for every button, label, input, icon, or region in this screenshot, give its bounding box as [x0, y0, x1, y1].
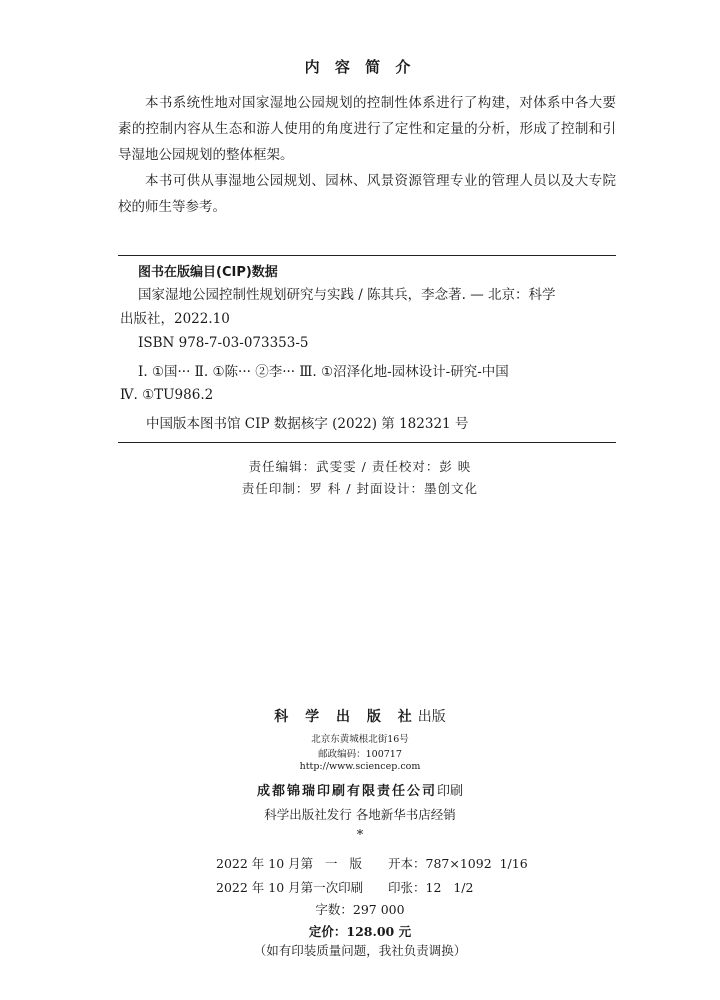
publisher-url: http://www.sciencep.com	[299, 761, 421, 772]
cip-title-line: 国家湿地公园控制性规划研究与实践 / 陈其兵，李念著. — 北京：科学	[138, 287, 556, 303]
printing-line: 2022 年 10 月第一次印刷	[216, 880, 364, 895]
printer-name: 成都锦瑞印刷有限责任公司	[256, 784, 437, 799]
cip-classification-2: Ⅳ. ①TU986.2	[120, 387, 214, 403]
edition-line: 2022 年 10 月第 一 版	[216, 856, 362, 871]
cip-heading: 图书在版编目(CIP)数据	[138, 265, 278, 280]
cip-top-rule	[118, 255, 616, 256]
staff-editors: 责任编辑：武雯雯 / 责任校对：彭 映	[248, 459, 472, 474]
cip-isbn: ISBN 978-7-03-073353-5	[138, 335, 309, 351]
cip-record-number: 中国版本图书馆 CIP 数据核字 (2022) 第 182321 号	[146, 416, 469, 432]
printer-line	[0, 780, 720, 799]
intro-paragraph-1: 本书系统性地对国家湿地公园规划的控制性体系进行了构建，对体系中各大要素的控制内容从生态和游人使用的角度进行了定性和定量的分析，形成了控制和引导湿地公园规划的整体框架。	[118, 95, 616, 163]
staff-production: 责任印制：罗 科 / 封面设计：墨创文化	[241, 481, 479, 496]
price-line: 定价：128.00 元	[308, 924, 412, 939]
publisher-logo-text: 科 学 出 版 社	[274, 709, 418, 725]
intro-title: 内 容 简 介	[304, 58, 416, 76]
publisher-suffix: 出版	[417, 709, 446, 725]
publisher-postcode: 邮政编码：100717	[318, 749, 402, 760]
separator-star: *	[356, 828, 364, 843]
intro-paragraph-2: 本书可供从事湿地公园规划、园林、风景资源管理专业的管理人员以及大专院校的师生等参考。	[118, 173, 616, 215]
format-line: 开本：787×1092 1/16	[388, 856, 528, 871]
sheets-line: 印张：12 1/2	[388, 880, 474, 895]
distribution-line: 科学出版社发行 各地新华书店经销	[264, 807, 456, 822]
cip-classification-1: Ⅰ. ①国··· Ⅱ. ①陈··· ②李··· Ⅲ. ①沼泽化地-园林设计-研究-中国	[138, 364, 509, 380]
publisher-address: 北京东黄城根北街16号	[311, 734, 409, 745]
cip-bottom-rule	[118, 442, 616, 443]
intro-text	[118, 90, 616, 220]
quality-note: （如有印装质量问题，我社负责调换）	[253, 943, 467, 958]
publisher-name	[0, 706, 720, 726]
printer-suffix: 印刷	[437, 784, 464, 799]
word-count: 字数：297 000	[315, 902, 405, 917]
cip-publisher-line: 出版社，2022.10	[120, 311, 230, 327]
